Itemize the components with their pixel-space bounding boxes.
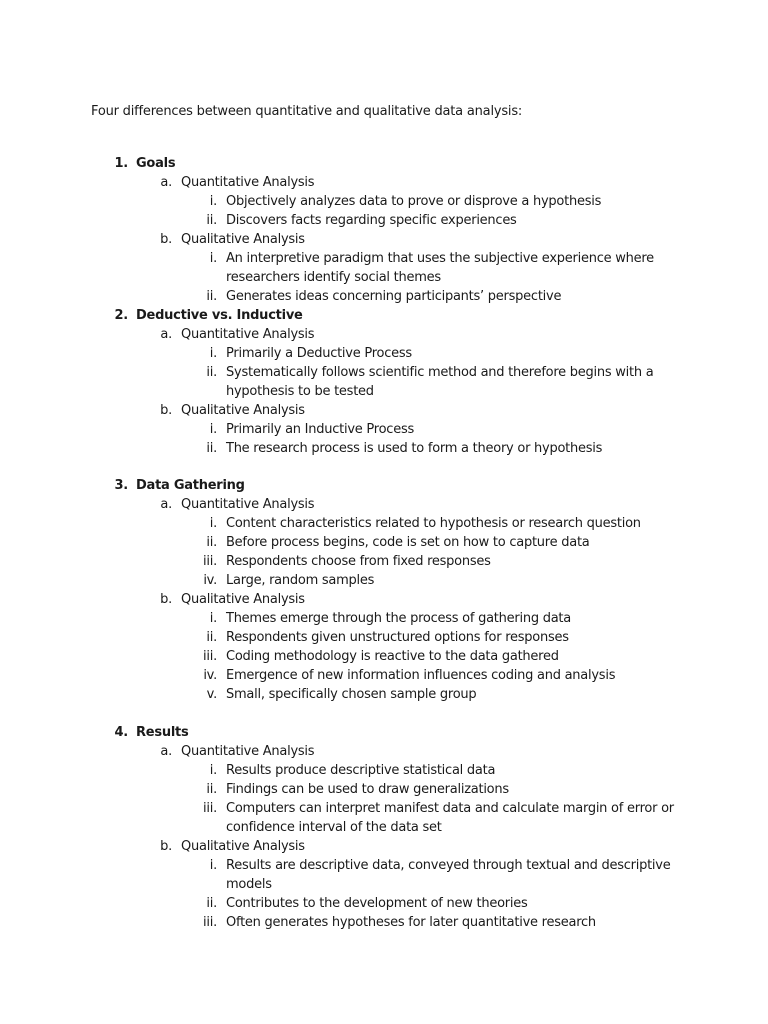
subsection-letter: a.: [160, 497, 172, 512]
item-text: Large, random samples: [226, 573, 375, 588]
subsection-letter: a.: [160, 327, 172, 342]
item-text: Before process begins, code is set on how to capture data: [226, 535, 590, 550]
list-item: [0, 780, 768, 799]
section-number: 3.: [114, 478, 128, 493]
item-numeral: i.: [209, 346, 217, 361]
section-heading: [0, 476, 768, 495]
subsection-heading: [0, 173, 768, 192]
list-item: [0, 552, 768, 571]
section-heading: [0, 723, 768, 742]
item-text: Often generates hypotheses for later quantitative research: [226, 915, 596, 930]
section-title: Results: [136, 725, 189, 740]
item-text: Generates ideas concerning participants’ perspective: [226, 289, 562, 304]
item-numeral: ii.: [206, 213, 217, 228]
item-text: Respondents choose from fixed responses: [226, 554, 491, 569]
list-item: [0, 514, 768, 533]
subsection-heading: [0, 495, 768, 514]
item-numeral: iii.: [203, 915, 217, 930]
subsection-letter: a.: [160, 175, 172, 190]
item-numeral: ii.: [206, 630, 217, 645]
item-text: researchers identify social themes: [226, 270, 441, 285]
item-text: Objectively analyzes data to prove or disprove a hypothesis: [226, 194, 602, 209]
list-item: [0, 913, 768, 932]
list-item: [0, 192, 768, 211]
item-text: Emergence of new information influences coding and analysis: [226, 668, 616, 683]
item-text: Coding methodology is reactive to the data gathered: [226, 649, 559, 664]
subsection-label: Qualitative Analysis: [181, 232, 305, 247]
item-numeral: i.: [209, 194, 217, 209]
subsection-heading: [0, 325, 768, 344]
item-numeral: i.: [209, 611, 217, 626]
section-heading: [0, 306, 768, 325]
item-text: The research process is used to form a theory or hypothesis: [226, 441, 603, 456]
item-numeral: iv.: [203, 573, 217, 588]
item-numeral: i.: [209, 251, 217, 266]
item-text: Themes emerge through the process of gathering data: [226, 611, 571, 626]
subsection-label: Quantitative Analysis: [181, 497, 315, 512]
item-text: Systematically follows scientific method and therefore begins with a: [226, 365, 654, 380]
list-item: [0, 875, 768, 894]
item-numeral: iii.: [203, 649, 217, 664]
subsection-label: Quantitative Analysis: [181, 327, 315, 342]
item-text: Results are descriptive data, conveyed through textual and descriptive: [226, 858, 671, 873]
list-item: [0, 533, 768, 552]
list-item: [0, 382, 768, 401]
item-text: Computers can interpret manifest data and calculate margin of error or: [226, 801, 674, 816]
list-item: [0, 666, 768, 685]
item-numeral: i.: [209, 422, 217, 437]
subsection-label: Qualitative Analysis: [181, 592, 305, 607]
subsection-heading: [0, 230, 768, 249]
subsection-heading: [0, 590, 768, 609]
list-item: [0, 856, 768, 875]
list-item: [0, 363, 768, 382]
item-numeral: ii.: [206, 441, 217, 456]
item-numeral: iv.: [203, 668, 217, 683]
subsection-label: Qualitative Analysis: [181, 403, 305, 418]
item-numeral: i.: [209, 858, 217, 873]
list-item: [0, 249, 768, 268]
section-heading: [0, 154, 768, 173]
subsection-letter: a.: [160, 744, 172, 759]
list-item: [0, 761, 768, 780]
item-numeral: ii.: [206, 782, 217, 797]
list-item: [0, 647, 768, 666]
subsection-heading: [0, 742, 768, 761]
item-text: Primarily a Deductive Process: [226, 346, 412, 361]
list-item: [0, 628, 768, 647]
subsection-heading: [0, 401, 768, 420]
item-numeral: ii.: [206, 289, 217, 304]
item-text: Small, specifically chosen sample group: [226, 687, 477, 702]
list-item: [0, 571, 768, 590]
item-text: hypothesis to be tested: [226, 384, 374, 399]
item-numeral: ii.: [206, 896, 217, 911]
item-numeral: i.: [209, 516, 217, 531]
item-text: models: [226, 877, 272, 892]
list-item: [0, 420, 768, 439]
item-text: Discovers facts regarding specific experiences: [226, 213, 517, 228]
list-item: [0, 287, 768, 306]
item-numeral: i.: [209, 763, 217, 778]
item-text: Findings can be used to draw generalizations: [226, 782, 509, 797]
item-text: Primarily an Inductive Process: [226, 422, 414, 437]
list-item: [0, 609, 768, 628]
section-title: Deductive vs. Inductive: [136, 308, 303, 323]
item-text: Content characteristics related to hypothesis or research question: [226, 516, 641, 531]
subsection-letter: b.: [160, 232, 172, 247]
subsection-letter: b.: [160, 403, 172, 418]
list-item: [0, 439, 768, 458]
subsection-label: Quantitative Analysis: [181, 175, 315, 190]
item-text: Respondents given unstructured options for responses: [226, 630, 569, 645]
subsection-letter: b.: [160, 839, 172, 854]
section-number: 4.: [114, 725, 128, 740]
subsection-label: Qualitative Analysis: [181, 839, 305, 854]
list-item: [0, 799, 768, 818]
section-number: 2.: [114, 308, 128, 323]
list-item: [0, 268, 768, 287]
list-item: [0, 894, 768, 913]
item-text: An interpretive paradigm that uses the subjective experience where: [226, 251, 654, 266]
item-numeral: iii.: [203, 801, 217, 816]
item-numeral: v.: [206, 687, 217, 702]
section-title: Goals: [136, 156, 176, 171]
item-text: Results produce descriptive statistical data: [226, 763, 496, 778]
section-number: 1.: [114, 156, 128, 171]
item-numeral: ii.: [206, 365, 217, 380]
list-item: [0, 211, 768, 230]
document-title: Four differences between quantitative and qualitative data analysis:: [91, 104, 523, 119]
section-title: Data Gathering: [136, 478, 245, 493]
list-item: [0, 685, 768, 704]
item-text: Contributes to the development of new theories: [226, 896, 528, 911]
subsection-label: Quantitative Analysis: [181, 744, 315, 759]
item-text: confidence interval of the data set: [226, 820, 442, 835]
subsection-letter: b.: [160, 592, 172, 607]
list-item: [0, 818, 768, 837]
subsection-heading: [0, 837, 768, 856]
item-numeral: iii.: [203, 554, 217, 569]
list-item: [0, 344, 768, 363]
item-numeral: ii.: [206, 535, 217, 550]
